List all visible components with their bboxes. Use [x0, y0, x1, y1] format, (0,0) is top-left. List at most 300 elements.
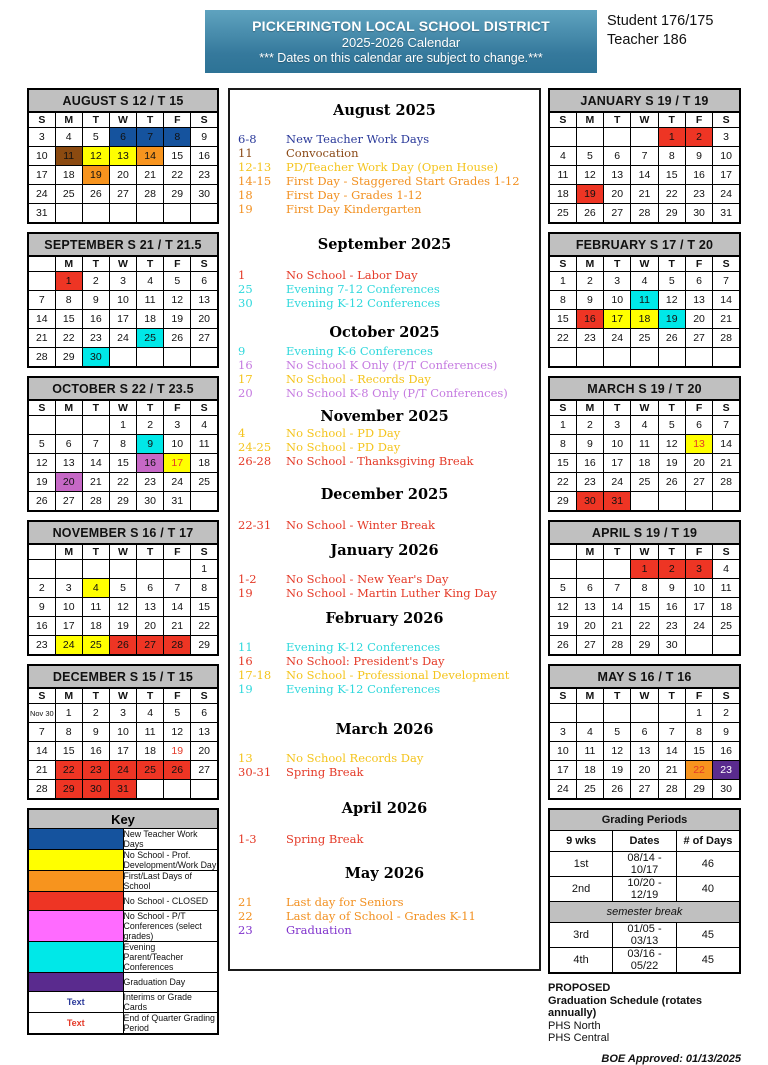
date-cell: 2 — [137, 416, 164, 435]
date-cell: 12 — [164, 723, 191, 742]
date-cell — [28, 416, 55, 435]
date-cell: 1 — [191, 560, 218, 579]
date-cell — [164, 560, 191, 579]
date-cell: 22 — [658, 185, 685, 204]
date-cell: 19 — [576, 185, 603, 204]
calendar-title-december: DECEMBER S 15 / T 15 — [28, 665, 218, 688]
date-cell: 18 — [82, 617, 109, 636]
date-cell: 6 — [604, 147, 631, 166]
date-cell — [631, 492, 658, 512]
date-cell: 30 — [82, 780, 109, 800]
date-cell: 14 — [28, 742, 55, 761]
key-text-swatch: Text — [28, 1013, 123, 1035]
mini-calendar-august — [27, 88, 219, 224]
date-cell: 15 — [164, 147, 191, 166]
event-date: 21 — [238, 895, 286, 909]
event-row — [230, 751, 539, 765]
key-row — [28, 1013, 218, 1035]
date-cell: 5 — [109, 579, 136, 598]
event-date: 22-31 — [238, 518, 286, 532]
date-cell: 3 — [28, 128, 55, 147]
day-of-week-header — [28, 544, 55, 560]
date-cell — [164, 780, 191, 800]
month-heading: March 2026 — [230, 721, 539, 739]
date-cell: 2 — [685, 128, 712, 147]
grading-cell: 03/16 - 05/22 — [613, 948, 677, 974]
event-row — [230, 344, 539, 358]
event-label: Spring Break — [286, 832, 539, 846]
key-rows — [28, 829, 218, 1035]
date-cell: 16 — [137, 454, 164, 473]
date-cell: 22 — [549, 473, 576, 492]
event-date: 19 — [238, 586, 286, 600]
grading-cell: 3rd — [549, 923, 613, 948]
date-cell: 18 — [549, 185, 576, 204]
day-of-week-header: W — [109, 112, 136, 128]
date-cell — [549, 704, 576, 723]
date-cell: 11 — [631, 435, 658, 454]
date-cell: 5 — [549, 579, 576, 598]
month-heading: October 2025 — [230, 324, 539, 342]
date-cell: 16 — [28, 617, 55, 636]
date-cell: 17 — [109, 310, 136, 329]
date-cell: 15 — [55, 310, 82, 329]
date-cell: 8 — [164, 128, 191, 147]
event-date: 11 — [238, 146, 286, 160]
date-cell: 9 — [191, 128, 218, 147]
date-cell: 13 — [604, 166, 631, 185]
date-cell: 18 — [631, 310, 658, 329]
date-cell: 19 — [82, 166, 109, 185]
date-cell: 9 — [685, 147, 712, 166]
grading-cell: 08/14 - 10/17 — [613, 852, 677, 877]
event-date: 20 — [238, 386, 286, 400]
key-label: No School - P/T Conferences (select grades) — [123, 911, 218, 942]
date-cell: 15 — [55, 742, 82, 761]
date-cell — [28, 560, 55, 579]
day-of-week-header: W — [631, 112, 658, 128]
day-of-week-header: T — [137, 400, 164, 416]
date-cell: 22 — [55, 761, 82, 780]
date-cell: 2 — [82, 272, 109, 291]
date-cell: 19 — [164, 310, 191, 329]
date-cell: 31 — [604, 492, 631, 512]
calendar-title-february: FEBRUARY S 17 / T 20 — [549, 233, 740, 256]
date-cell: 21 — [164, 617, 191, 636]
mini-calendar-april — [548, 520, 741, 656]
date-cell: 6 — [109, 128, 136, 147]
day-of-week-header: T — [604, 256, 631, 272]
date-cell — [604, 128, 631, 147]
date-cell: 18 — [137, 310, 164, 329]
day-of-week-header: F — [685, 256, 712, 272]
event-date: 1 — [238, 268, 286, 282]
date-cell: 22 — [685, 761, 712, 780]
date-cell: 9 — [82, 291, 109, 310]
date-cell: 30 — [658, 636, 685, 656]
events-panel — [228, 88, 541, 971]
date-cell: 3 — [549, 723, 576, 742]
date-cell: 28 — [28, 348, 55, 368]
date-cell — [685, 492, 712, 512]
date-cell: 24 — [55, 636, 82, 656]
day-of-week-header: W — [631, 688, 658, 704]
event-row — [230, 923, 539, 937]
date-cell — [685, 348, 712, 368]
date-cell: 4 — [549, 147, 576, 166]
event-label: Evening K-12 Conferences — [286, 296, 539, 310]
date-cell: 11 — [713, 579, 740, 598]
event-row — [230, 386, 539, 400]
date-cell: 6 — [191, 272, 218, 291]
date-cell: 23 — [191, 166, 218, 185]
date-cell: 25 — [191, 473, 218, 492]
key-color-swatch — [28, 850, 123, 871]
date-cell: 10 — [109, 291, 136, 310]
date-cell — [55, 204, 82, 224]
event-label: No School - Professional Development — [286, 668, 539, 682]
date-cell: 6 — [576, 579, 603, 598]
date-cell: 12 — [28, 454, 55, 473]
key-row — [28, 911, 218, 942]
date-cell: 30 — [713, 780, 740, 800]
date-cell: 14 — [137, 147, 164, 166]
event-row — [230, 282, 539, 296]
date-cell: 20 — [685, 310, 712, 329]
event-date: 26-28 — [238, 454, 286, 468]
date-cell: 12 — [164, 291, 191, 310]
date-cell: 19 — [164, 742, 191, 761]
day-of-week-header: F — [164, 112, 191, 128]
date-cell: 31 — [109, 780, 136, 800]
calendar-year-title: 2025-2026 Calendar — [205, 35, 597, 50]
day-of-week-header: F — [685, 544, 712, 560]
month-section — [230, 102, 539, 216]
event-row — [230, 202, 539, 216]
day-of-week-header: S — [549, 688, 576, 704]
month-heading: December 2025 — [230, 486, 539, 504]
month-heading: April 2026 — [230, 800, 539, 818]
date-cell: 15 — [685, 742, 712, 761]
event-label: No School - PD Day — [286, 440, 539, 454]
date-cell: 17 — [604, 454, 631, 473]
date-cell: 23 — [658, 617, 685, 636]
date-cell: 7 — [658, 723, 685, 742]
date-cell: 22 — [164, 166, 191, 185]
day-of-week-header: F — [164, 256, 191, 272]
date-cell: 20 — [191, 310, 218, 329]
day-of-week-header: S — [713, 256, 740, 272]
date-cell: 7 — [713, 416, 740, 435]
day-of-week-header: S — [713, 400, 740, 416]
date-cell: 23 — [576, 473, 603, 492]
day-of-week-header: M — [576, 400, 603, 416]
event-label: First Day - Staggered Start Grades 1-12 — [286, 174, 539, 188]
date-cell — [137, 780, 164, 800]
date-cell: 6 — [191, 704, 218, 723]
date-cell: 20 — [109, 166, 136, 185]
date-cell: 13 — [631, 742, 658, 761]
date-cell: 26 — [164, 761, 191, 780]
grading-cell: 01/05 - 03/13 — [613, 923, 677, 948]
date-cell: 3 — [713, 128, 740, 147]
event-row — [230, 640, 539, 654]
date-cell: 31 — [713, 204, 740, 224]
date-cell: 8 — [191, 579, 218, 598]
date-cell: 14 — [631, 166, 658, 185]
day-of-week-header: W — [631, 400, 658, 416]
date-cell: 16 — [576, 454, 603, 473]
day-of-week-header: M — [576, 256, 603, 272]
date-cell — [576, 348, 603, 368]
date-cell: 2 — [713, 704, 740, 723]
day-of-week-header: S — [713, 688, 740, 704]
day-of-week-header: M — [576, 112, 603, 128]
date-cell: 13 — [685, 435, 712, 454]
key-label: End of Quarter Grading Period — [123, 1013, 218, 1035]
date-cell — [576, 128, 603, 147]
date-cell: 24 — [164, 473, 191, 492]
event-label: No School Records Day — [286, 751, 539, 765]
date-cell: 24 — [604, 329, 631, 348]
event-date: 24-25 — [238, 440, 286, 454]
grading-cell: 2nd — [549, 877, 613, 902]
calendar-title-april: APRIL S 19 / T 19 — [549, 521, 740, 544]
day-of-week-header: M — [55, 400, 82, 416]
date-cell: 19 — [549, 617, 576, 636]
event-label: Last day for Seniors — [286, 895, 539, 909]
grading-periods-title: Grading Periods — [549, 809, 740, 831]
date-cell: 11 — [55, 147, 82, 166]
event-label: Graduation — [286, 923, 539, 937]
date-cell: 3 — [604, 272, 631, 291]
date-cell — [631, 348, 658, 368]
event-row — [230, 132, 539, 146]
month-heading: September 2025 — [230, 236, 539, 254]
date-cell — [658, 492, 685, 512]
date-cell — [604, 348, 631, 368]
event-row — [230, 268, 539, 282]
date-cell: 11 — [137, 723, 164, 742]
date-cell: 25 — [55, 185, 82, 204]
event-date: 14-15 — [238, 174, 286, 188]
day-of-week-header: S — [28, 688, 55, 704]
key-color-swatch — [28, 892, 123, 911]
date-cell: 9 — [576, 291, 603, 310]
date-cell: 20 — [576, 617, 603, 636]
student-teacher-days — [607, 12, 713, 50]
event-label: No School - PD Day — [286, 426, 539, 440]
event-label: Convocation — [286, 146, 539, 160]
event-date: 23 — [238, 923, 286, 937]
date-cell: 20 — [685, 454, 712, 473]
date-cell: 6 — [137, 579, 164, 598]
key-label: Evening Parent/Teacher Conferences — [123, 942, 218, 973]
month-section — [230, 865, 539, 937]
event-row — [230, 454, 539, 468]
date-cell: 7 — [713, 272, 740, 291]
date-cell: 25 — [137, 761, 164, 780]
date-cell: 17 — [109, 742, 136, 761]
date-cell: 23 — [685, 185, 712, 204]
date-cell: 31 — [28, 204, 55, 224]
date-cell: 13 — [55, 454, 82, 473]
date-cell: 27 — [685, 473, 712, 492]
date-cell: 4 — [576, 723, 603, 742]
day-of-week-header: S — [713, 544, 740, 560]
event-label: Evening K-6 Conferences — [286, 344, 539, 358]
event-label: PD/Teacher Work Day (Open House) — [286, 160, 539, 174]
boe-approved-note: BOE Approved: 01/13/2025 — [548, 1053, 741, 1065]
date-cell: 17 — [28, 166, 55, 185]
date-cell — [549, 560, 576, 579]
grading-cell: 40 — [676, 877, 740, 902]
date-cell: 19 — [28, 473, 55, 492]
day-of-week-header: W — [631, 544, 658, 560]
date-cell: 1 — [55, 272, 82, 291]
day-of-week-header: S — [191, 688, 218, 704]
event-date: 6-8 — [238, 132, 286, 146]
day-of-week-header: M — [55, 256, 82, 272]
key-row — [28, 871, 218, 892]
date-cell: 11 — [82, 598, 109, 617]
date-cell: 17 — [685, 598, 712, 617]
date-cell: 28 — [137, 185, 164, 204]
date-cell: 17 — [549, 761, 576, 780]
date-cell: 25 — [576, 780, 603, 800]
date-cell: 8 — [55, 723, 82, 742]
date-cell: 3 — [109, 704, 136, 723]
spring-calendars — [548, 88, 741, 800]
date-cell: 4 — [631, 272, 658, 291]
date-cell: 5 — [658, 272, 685, 291]
month-heading: February 2026 — [230, 610, 539, 628]
date-cell: 12 — [576, 166, 603, 185]
date-cell: 1 — [109, 416, 136, 435]
day-of-week-header: F — [685, 400, 712, 416]
date-cell: 26 — [28, 492, 55, 512]
month-section — [230, 324, 539, 400]
calendar-title-november: NOVEMBER S 16 / T 17 — [28, 521, 218, 544]
date-cell: 15 — [658, 166, 685, 185]
key-label: New Teacher Work Days — [123, 829, 218, 850]
date-cell: 23 — [713, 761, 740, 780]
day-of-week-header: T — [658, 544, 685, 560]
grading-row — [549, 902, 740, 923]
day-of-week-header: T — [604, 400, 631, 416]
date-cell: 26 — [82, 185, 109, 204]
day-of-week-header — [549, 544, 576, 560]
event-date: 19 — [238, 682, 286, 696]
date-cell — [631, 704, 658, 723]
date-cell: 27 — [604, 204, 631, 224]
date-cell — [191, 780, 218, 800]
date-cell — [713, 348, 740, 368]
event-label: Evening K-12 Conferences — [286, 682, 539, 696]
date-cell: 14 — [28, 310, 55, 329]
date-cell: 4 — [713, 560, 740, 579]
grading-row — [549, 852, 740, 877]
date-cell: 21 — [713, 310, 740, 329]
date-cell: 2 — [576, 272, 603, 291]
date-cell: 21 — [28, 329, 55, 348]
date-cell: 2 — [658, 560, 685, 579]
date-cell — [191, 348, 218, 368]
event-date: 17 — [238, 372, 286, 386]
key-text-swatch: Text — [28, 992, 123, 1013]
teacher-days: Teacher 186 — [607, 31, 713, 50]
date-cell: 7 — [28, 291, 55, 310]
date-cell: 13 — [191, 723, 218, 742]
day-of-week-header: S — [28, 400, 55, 416]
date-cell: 6 — [55, 435, 82, 454]
day-of-week-header: T — [604, 112, 631, 128]
semester-break-row: semester break — [549, 902, 740, 923]
date-cell: 24 — [109, 761, 136, 780]
day-of-week-header: F — [164, 544, 191, 560]
proposed-label: PROPOSED — [548, 982, 741, 995]
date-cell: 18 — [576, 761, 603, 780]
event-row — [230, 296, 539, 310]
grading-cell: 1st — [549, 852, 613, 877]
event-label: No School: President's Day — [286, 654, 539, 668]
month-section — [230, 800, 539, 846]
date-cell: 8 — [685, 723, 712, 742]
event-row — [230, 895, 539, 909]
key-label: First/Last Days of School — [123, 871, 218, 892]
date-cell: 16 — [82, 310, 109, 329]
date-cell: 29 — [191, 636, 218, 656]
calendar-title-january: JANUARY S 19 / T 19 — [549, 89, 740, 112]
date-cell: 1 — [631, 560, 658, 579]
key-row — [28, 892, 218, 911]
date-cell: 8 — [55, 291, 82, 310]
date-cell: 28 — [713, 329, 740, 348]
date-cell: 16 — [191, 147, 218, 166]
day-of-week-header: T — [604, 688, 631, 704]
phs-central-label: PHS Central — [548, 1032, 741, 1045]
date-cell — [631, 128, 658, 147]
date-cell: 12 — [82, 147, 109, 166]
date-cell: 13 — [685, 291, 712, 310]
date-cell: 16 — [658, 598, 685, 617]
day-of-week-header: M — [576, 688, 603, 704]
event-label: No School - New Year's Day — [286, 572, 539, 586]
date-cell: 23 — [576, 329, 603, 348]
month-heading: November 2025 — [230, 408, 539, 426]
day-of-week-header: T — [658, 256, 685, 272]
date-cell: 24 — [685, 617, 712, 636]
date-cell: 29 — [55, 348, 82, 368]
date-cell: 11 — [631, 291, 658, 310]
date-cell: 9 — [658, 579, 685, 598]
fall-calendars — [27, 88, 219, 800]
date-cell: 1 — [549, 416, 576, 435]
date-cell: 21 — [604, 617, 631, 636]
calendar-title-may: MAY S 16 / T 16 — [549, 665, 740, 688]
date-cell: 21 — [137, 166, 164, 185]
day-of-week-header: T — [137, 544, 164, 560]
event-label: Evening K-12 Conferences — [286, 640, 539, 654]
event-label: No School - Labor Day — [286, 268, 539, 282]
date-cell: 22 — [549, 329, 576, 348]
date-cell: 27 — [109, 185, 136, 204]
date-cell: 30 — [576, 492, 603, 512]
event-row — [230, 909, 539, 923]
key-label: No School - Prof. Development/Work Day — [123, 850, 218, 871]
date-cell: 24 — [604, 473, 631, 492]
grading-cell: 45 — [676, 948, 740, 974]
